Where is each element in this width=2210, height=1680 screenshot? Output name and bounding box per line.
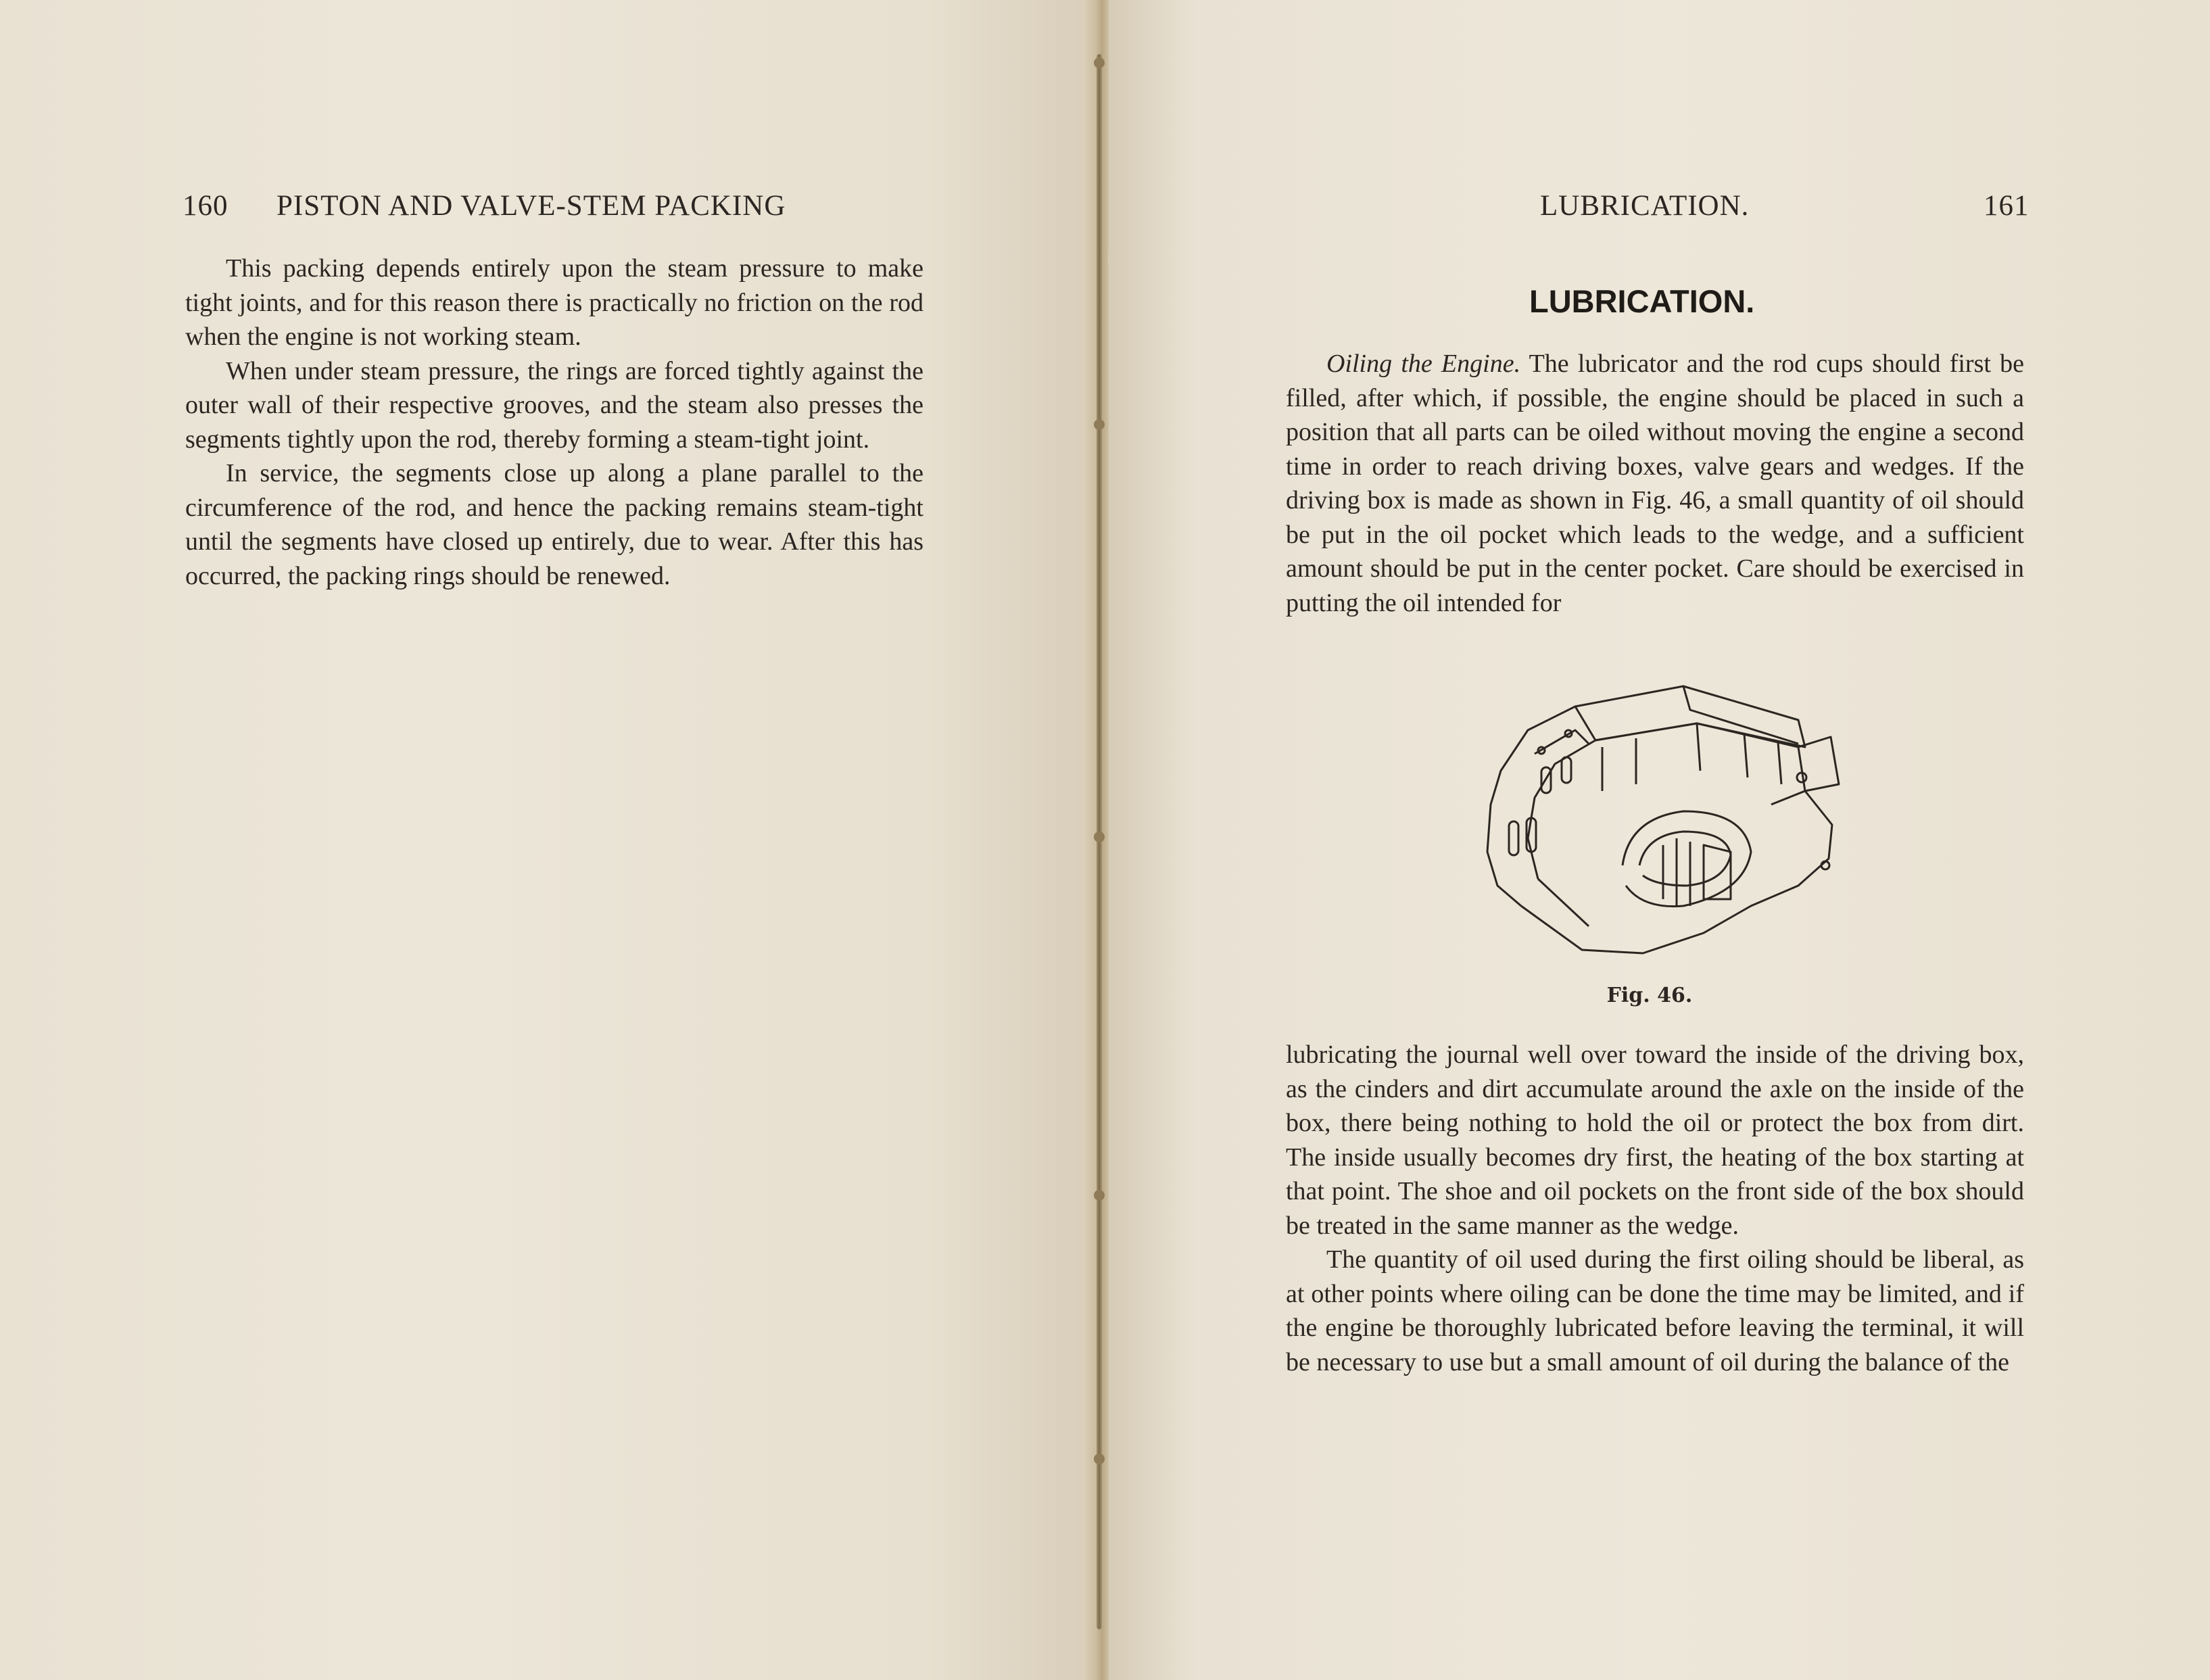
stitch-mark <box>1094 1454 1105 1464</box>
section-title: LUBRICATION. <box>1529 283 1755 319</box>
left-header-title: PISTON AND VALVE-STEM PACKING <box>277 190 786 222</box>
right-body-text-bottom <box>1286 1038 2024 1379</box>
paragraph-1-body: The lubricator and the rod cups should first be filled, after which, if possible, the engine should be placed in such a position that all parts can be oiled without moving the engine a second time in order to reach driving boxes, valve gears and wedges. If the driving box is made as shown in Fig. 46, a small quantity of oil should be put in the oil pocket which leads to the wedge, and a sufficient amount should be put in the center pocket. Care should be exercised in putting the oil intended for <box>1286 350 2024 617</box>
stitch-mark <box>1094 1190 1105 1201</box>
stitch-mark <box>1094 57 1105 68</box>
left-paragraph-2: When under steam pressure, the rings are forced tightly against the outer wall of their respective grooves, and the steam also presses the segments tightly upon the rod, thereby forming a steam-tight joint. <box>185 356 923 454</box>
left-page-number: 160 <box>183 190 229 222</box>
left-paragraph-3: In service, the segments close up along a plane parallel to the circumference of the rod, and hence the packing remains steam-tight until the segments have closed up entirely, due to wear. After this has occurred, the packing rings should be renewed. <box>185 459 923 590</box>
figure-46-driving-box-drawing <box>1460 683 1846 967</box>
right-running-head <box>1540 189 1749 222</box>
driving-box-illustration <box>1460 683 1846 967</box>
figure-caption: Fig. 46. <box>1606 984 1693 1007</box>
paragraph-run-in-heading: Oiling the Engine. <box>1326 350 1521 378</box>
left-page <box>0 0 1095 1680</box>
left-running-head <box>183 189 786 222</box>
stitch-mark <box>1094 832 1105 842</box>
left-paragraph-1: This packing depends entirely upon the steam pressure to make tight joints, and for this reason there is practically no friction on the rod when the engine is not working steam. <box>185 254 923 351</box>
right-header-title: LUBRICATION. <box>1540 190 1750 222</box>
right-paragraph-3: The quantity of oil used during the first oiling should be liberal, as at other points where oiling can be done the time may be limited, and if the engine be thoroughly lubricated before leaving the terminal, it will be necessary to use but a small amount of oil during the balance of the <box>1286 1245 2024 1376</box>
right-paragraph-1 <box>1286 347 2024 620</box>
right-body-text-top <box>1286 347 2024 620</box>
right-running-head-number <box>1984 189 2029 222</box>
stitch-mark <box>1094 419 1105 430</box>
right-paragraph-2: lubricating the journal well over toward the inside of the driving box, as the cinders and dirt accumulate around the axle on the inside of the box, there being nothing to hold the oil or protect the box from dirt. The inside usually becomes dry first, the heating of the box starting at that point. The shoe and oil pockets on the front side of the box should be treated in the same manner as the wedge. <box>1286 1040 2024 1240</box>
left-body-text <box>185 251 923 593</box>
right-page-number: 161 <box>1984 190 2029 222</box>
